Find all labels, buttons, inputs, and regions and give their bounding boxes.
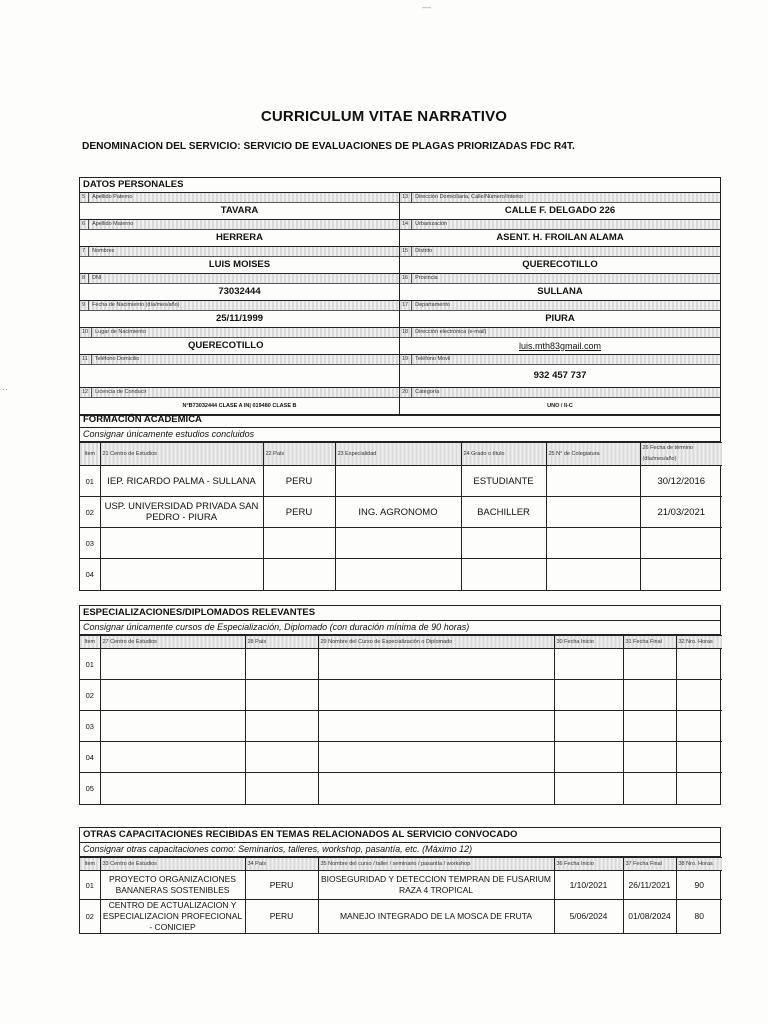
table-cell: [335, 559, 461, 590]
field-label: [80, 247, 399, 257]
table-row: [80, 742, 722, 773]
table-cell: [640, 528, 722, 559]
field-number: 18: [402, 328, 412, 337]
specializations-table: [80, 635, 722, 804]
table-cell: 30/12/2016: [640, 466, 722, 497]
table-cell: [461, 528, 546, 559]
field-label: [80, 328, 399, 338]
table-cell: [461, 559, 546, 590]
column-header: 31 Fecha Final: [623, 636, 676, 649]
table-cell: [245, 773, 318, 804]
column-header: 28 País: [245, 636, 318, 649]
table-cell: [546, 497, 640, 528]
personal-row: [80, 220, 720, 247]
table-cell: PERU: [245, 900, 318, 934]
table-cell: PERU: [263, 466, 335, 497]
table-cell: [554, 711, 623, 742]
service-denomination: DENOMINACION DEL SERVICIO: SERVICIO DE EVALUACIONES DE PLAGAS PRIORIZADAS FDC R4T.: [82, 141, 575, 152]
field-label-text: Dirección electrónica (e-mail): [415, 329, 487, 335]
scan-mark-top: —: [422, 2, 431, 12]
field-label: [400, 388, 720, 398]
column-header: 30 Fecha Inicio: [554, 636, 623, 649]
table-cell: [623, 649, 676, 680]
field-value: CALLE F. DELGADO 226: [400, 203, 720, 220]
item-number: 04: [80, 742, 100, 773]
table-cell: ESTUDIANTE: [461, 466, 546, 497]
field-value: UNO / II-C: [400, 398, 720, 415]
table-cell: [554, 649, 623, 680]
personal-field: [80, 193, 400, 220]
table-cell: [335, 528, 461, 559]
table-cell: [318, 680, 554, 711]
table-cell: [100, 559, 263, 590]
field-value: LUIS MOISES: [80, 257, 399, 274]
table-cell: [554, 773, 623, 804]
item-number: 03: [80, 528, 100, 559]
trainings-table: [80, 857, 722, 933]
field-label: [400, 301, 720, 311]
table-cell: PROYECTO ORGANIZACIONES BANANERAS SOSTENIBLES: [100, 871, 245, 900]
field-label: [80, 355, 399, 365]
personal-field: [400, 301, 720, 328]
field-number: 10: [82, 328, 92, 337]
field-label-text: Departamento: [415, 302, 450, 308]
field-label-text: Lugar de Nacimiento: [95, 329, 146, 335]
table-cell: 5/06/2024: [554, 900, 623, 934]
table-row: [80, 649, 722, 680]
field-label: [80, 193, 399, 203]
table-cell: [100, 649, 245, 680]
field-number: 14: [402, 220, 412, 229]
personal-row: [80, 193, 720, 220]
table-cell: 90: [676, 871, 722, 900]
table-cell: [318, 773, 554, 804]
table-row: [80, 466, 722, 497]
personal-field: [80, 220, 400, 247]
field-label: [400, 274, 720, 284]
education-heading: FORMACIÓN ACADEMICA: [80, 413, 720, 428]
field-label: [80, 388, 399, 398]
field-label: [80, 274, 399, 284]
personal-row: [80, 247, 720, 274]
field-label: [80, 301, 399, 311]
table-cell: [676, 711, 722, 742]
table-cell: 26/11/2021: [623, 871, 676, 900]
table-cell: [676, 742, 722, 773]
field-label: [400, 355, 720, 365]
field-number: 17: [402, 301, 412, 310]
personal-field: [80, 301, 400, 328]
item-number: 01: [80, 649, 100, 680]
personal-field: [80, 355, 400, 388]
personal-row: [80, 301, 720, 328]
personal-field: [400, 220, 720, 247]
item-number: 05: [80, 773, 100, 804]
table-cell: [676, 680, 722, 711]
field-label-text: Nombres: [92, 248, 115, 254]
field-value: 73032444: [80, 284, 399, 301]
item-number: 01: [80, 466, 100, 497]
field-value: 932 457 737: [400, 365, 720, 388]
column-header: 22 País: [263, 443, 335, 466]
table-cell: 01/08/2024: [623, 900, 676, 934]
personal-field: [400, 247, 720, 274]
table-cell: 80: [676, 900, 722, 934]
table-cell: [245, 742, 318, 773]
column-header: 37 Fecha Final: [623, 858, 676, 871]
field-value: QUERECOTILLO: [80, 338, 399, 355]
specializations-section: [79, 605, 721, 805]
personal-field: [80, 328, 400, 355]
field-label-text: Fecha de Nacimiento (día/mes/año): [92, 302, 180, 308]
field-value: SULLANA: [400, 284, 720, 301]
table-cell: BIOSEGURIDAD Y DETECCION TEMPRAN DE FUSARIUM RAZA 4 TROPICAL: [318, 871, 554, 900]
column-header: 35 Nombre del curso / taller / seminario / pasantía / workshop: [318, 858, 554, 871]
column-header: 26 Fecha de término (día/mes/año): [640, 443, 722, 466]
table-cell: [318, 742, 554, 773]
column-header: Item: [80, 858, 100, 871]
personal-field: [400, 193, 720, 220]
personal-field: [400, 274, 720, 301]
table-cell: [676, 773, 722, 804]
table-cell: USP. UNIVERSIDAD PRIVADA SAN PEDRO - PIURA: [100, 497, 263, 528]
field-number: 20: [402, 388, 412, 397]
education-section: [79, 413, 721, 591]
document-title: CURRICULUM VITAE NARRATIVO: [260, 108, 508, 125]
column-header: 29 Nombre del Curso de Especialización o Diplomado: [318, 636, 554, 649]
personal-field: [400, 355, 720, 388]
field-value: 25/11/1999: [80, 311, 399, 328]
table-cell: [263, 528, 335, 559]
column-header: 25 N° de Colegiatura: [546, 443, 640, 466]
column-header: Item: [80, 443, 100, 466]
table-row: [80, 559, 722, 590]
table-cell: [263, 559, 335, 590]
field-label: [80, 220, 399, 230]
column-header: Item: [80, 636, 100, 649]
table-cell: [335, 466, 461, 497]
education-table: [80, 442, 722, 590]
personal-row: [80, 274, 720, 301]
table-cell: 1/10/2021: [554, 871, 623, 900]
table-cell: [546, 466, 640, 497]
field-label-text: Categoría: [415, 389, 440, 395]
table-row: [80, 900, 722, 934]
field-label: [400, 328, 720, 338]
trainings-heading: OTRAS CAPACITACIONES RECIBIDAS EN TEMAS RELACIONADOS AL SERVICIO CONVOCADO: [80, 828, 720, 843]
table-cell: [676, 649, 722, 680]
column-header: 33 Centro de Estudios: [100, 858, 245, 871]
field-number: 12: [82, 388, 92, 397]
field-value: QUERECOTILLO: [400, 257, 720, 274]
field-label-text: Dirección Domiciliaria, Calle/Número/Interior: [415, 194, 524, 200]
table-cell: [623, 742, 676, 773]
table-cell: [245, 649, 318, 680]
field-number: 7: [82, 247, 89, 256]
field-label-text: Teléfono Movil: [415, 356, 451, 362]
personal-data-heading: DATOS PERSONALES: [80, 178, 720, 193]
field-number: 16: [402, 274, 412, 283]
table-row: [80, 773, 722, 804]
table-row: [80, 680, 722, 711]
item-number: 03: [80, 711, 100, 742]
table-cell: IEP. RICARDO PALMA - SULLANA: [100, 466, 263, 497]
personal-data-section: [79, 177, 721, 416]
table-cell: CENTRO DE ACTUALIZACION Y ESPECIALIZACION PROFECIONAL - CONICIEP: [100, 900, 245, 934]
field-label-text: Urbanización: [415, 221, 448, 227]
field-value: luis.mth83gmail.com: [400, 338, 720, 355]
table-cell: MANEJO INTEGRADO DE LA MOSCA DE FRUTA: [318, 900, 554, 934]
column-header: 34 País: [245, 858, 318, 871]
column-header: 24 Grado o título: [461, 443, 546, 466]
table-cell: [623, 773, 676, 804]
table-cell: [245, 711, 318, 742]
field-label-text: Teléfono Domicilio: [94, 356, 140, 362]
table-cell: [245, 680, 318, 711]
scan-mark-left: ··: [2, 384, 8, 394]
column-header: 32 Nro. Horas: [676, 636, 722, 649]
table-cell: [100, 742, 245, 773]
item-number: 04: [80, 559, 100, 590]
table-cell: [554, 680, 623, 711]
table-cell: [318, 649, 554, 680]
table-cell: [100, 528, 263, 559]
personal-row: [80, 388, 720, 415]
trainings-note: Consignar otras capacitaciones como: Seminarios, talleres, workshop, pasantía, etc. (Máximo 12): [80, 843, 720, 857]
field-value: HERRERA: [80, 230, 399, 247]
field-label: [400, 193, 720, 203]
item-number: 02: [80, 680, 100, 711]
table-row: [80, 871, 722, 900]
personal-field: [400, 328, 720, 355]
table-cell: [623, 680, 676, 711]
field-number: 19: [402, 355, 412, 364]
table-cell: PERU: [245, 871, 318, 900]
field-number: 5: [82, 193, 89, 202]
table-cell: PERU: [263, 497, 335, 528]
table-cell: 21/03/2021: [640, 497, 722, 528]
table-cell: [318, 711, 554, 742]
specializations-note: Consignar únicamente cursos de Especialización, Diplomado (con duración mínima de 90 horas): [80, 621, 720, 635]
field-label-text: Licencia de Conducir: [95, 389, 147, 395]
table-cell: BACHILLER: [461, 497, 546, 528]
field-number: 8: [82, 274, 89, 283]
column-header: 36 Fecha Inicio: [554, 858, 623, 871]
column-header: 21 Centro de Estudios: [100, 443, 263, 466]
personal-field: [80, 274, 400, 301]
column-header: 38 Nro. Horas: [676, 858, 722, 871]
table-row: [80, 528, 722, 559]
field-number: 11: [82, 355, 92, 364]
personal-field: [400, 388, 720, 415]
field-value: PIURA: [400, 311, 720, 328]
table-cell: [100, 711, 245, 742]
field-label-text: Apellido Paterno: [92, 194, 133, 200]
column-header: 27 Centro de Estudios: [100, 636, 245, 649]
field-label: [400, 247, 720, 257]
table-row: [80, 497, 722, 528]
item-number: 02: [80, 900, 100, 934]
field-number: 15: [402, 247, 412, 256]
field-value: TAVARA: [80, 203, 399, 220]
item-number: 01: [80, 871, 100, 900]
field-value: [80, 365, 399, 388]
table-cell: [100, 773, 245, 804]
table-cell: [546, 559, 640, 590]
personal-row: [80, 355, 720, 388]
table-cell: [554, 742, 623, 773]
personal-field: [80, 247, 400, 274]
specializations-heading: ESPECIALIZACIONES/DIPLOMADOS RELEVANTES: [80, 606, 720, 621]
field-number: 9: [82, 301, 89, 310]
field-label-text: Distrito: [415, 248, 433, 254]
field-label-text: DNI: [92, 275, 102, 281]
trainings-section: [79, 827, 721, 934]
item-number: 02: [80, 497, 100, 528]
table-row: [80, 711, 722, 742]
personal-field: [80, 388, 400, 415]
field-number: 6: [82, 220, 89, 229]
field-value: ASENT. H. FROILAN ALAMA: [400, 230, 720, 247]
table-cell: [623, 711, 676, 742]
personal-row: [80, 328, 720, 355]
field-label-text: Apellido Materno: [92, 221, 134, 227]
field-value: N°B73032444 CLASE A IN| 019480 CLASE B: [80, 398, 399, 415]
education-note: Consignar únicamente estudios concluidos: [80, 428, 720, 442]
table-cell: [100, 680, 245, 711]
field-label-text: Provincia: [415, 275, 438, 281]
field-label: [400, 220, 720, 230]
table-cell: ING. AGRONOMO: [335, 497, 461, 528]
column-header: 23 Especialidad: [335, 443, 461, 466]
field-number: 13: [402, 193, 412, 202]
table-cell: [546, 528, 640, 559]
table-cell: [640, 559, 722, 590]
